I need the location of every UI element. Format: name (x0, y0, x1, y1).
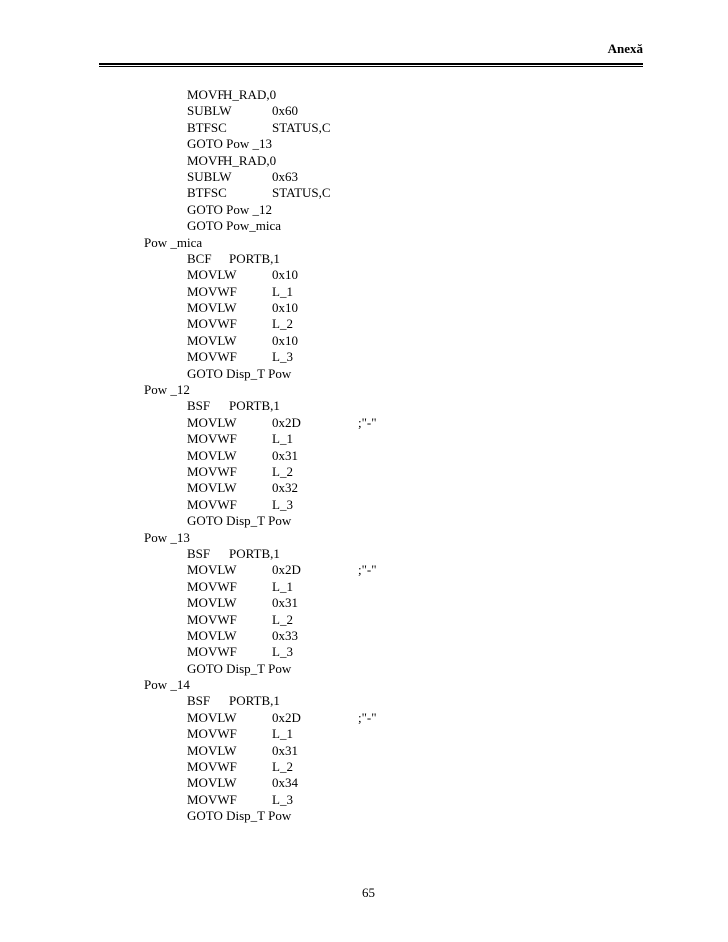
code-instruction-line (144, 185, 594, 201)
code-operand: H_RAD,0 (223, 87, 277, 102)
code-opcode: MOVLW (187, 595, 237, 611)
code-opcode: MOVWF (187, 611, 237, 627)
code-instruction-line (144, 398, 594, 414)
code-opcode: MOVLW (187, 742, 237, 758)
code-instruction-line (144, 316, 594, 332)
code-opcode: MOVLW (187, 300, 237, 316)
code-operand: L_3 (272, 349, 293, 365)
code-opcode: MOVWF (187, 283, 237, 299)
code-opcode: GOTO Disp_T Pow (187, 660, 292, 676)
code-operand: PORTB,1 (229, 693, 280, 709)
code-operand: L_1 (272, 578, 293, 594)
code-label: Pow _mica (144, 234, 203, 250)
code-opcode: MOVWF (187, 726, 237, 742)
code-instruction-line (144, 693, 594, 709)
code-opcode: MOVWF (187, 578, 237, 594)
code-instruction-line (144, 612, 594, 628)
code-opcode: GOTO Pow_mica (187, 218, 282, 234)
code-operand: L_1 (272, 283, 293, 299)
header-rule-thin (99, 66, 643, 67)
code-instruction-line (144, 87, 594, 103)
code-instruction-line (144, 759, 594, 775)
code-opcode: MOVWF (187, 644, 237, 660)
code-instruction-line (144, 562, 594, 578)
code-instruction-line (144, 349, 594, 365)
code-label-line (144, 235, 594, 251)
code-instruction-line (144, 644, 594, 660)
code-label: Pow _14 (144, 677, 190, 693)
code-opcode: MOVWF (187, 431, 237, 447)
code-operand: 0x32 (272, 480, 298, 496)
code-operand: 0x10 (272, 267, 298, 283)
code-instruction-line (144, 169, 594, 185)
code-opcode: BTFSC (187, 185, 227, 201)
code-instruction-line (144, 415, 594, 431)
code-opcode: MOVWF (187, 496, 237, 512)
code-opcode: MOVLW (187, 447, 237, 463)
code-instruction-line (144, 136, 594, 152)
code-opcode: BSF (187, 545, 211, 561)
code-operand: L_2 (272, 316, 293, 332)
code-instruction-line (144, 333, 594, 349)
code-operand: L_2 (272, 611, 293, 627)
code-operand: L_3 (272, 496, 293, 512)
code-instruction-line (144, 775, 594, 791)
code-instruction-line (144, 546, 594, 562)
code-operand: 0x33 (272, 627, 298, 643)
code-instruction-line (144, 726, 594, 742)
code-operand: L_3 (272, 644, 293, 660)
code-instruction-line (144, 300, 594, 316)
code-label-line (144, 382, 594, 398)
code-operand: STATUS,C (272, 185, 331, 201)
code-instruction-line (144, 464, 594, 480)
code-opcode: GOTO Pow _13 (187, 136, 272, 152)
code-operand: PORTB,1 (229, 545, 280, 561)
code-instruction-line (144, 284, 594, 300)
code-opcode: MOVLW (187, 562, 237, 578)
code-instruction-line (144, 480, 594, 496)
code-opcode: MOVF (187, 152, 225, 168)
code-instruction-line (144, 579, 594, 595)
code-label: Pow _13 (144, 529, 190, 545)
code-instruction-line (144, 792, 594, 808)
code-opcode: MOVLW (187, 480, 237, 496)
header-rule-thick (99, 63, 643, 65)
code-opcode: BSF (187, 693, 211, 709)
code-operand: 0x34 (272, 775, 298, 791)
code-opcode: BCF (187, 250, 212, 266)
code-operand: 0x2D (272, 562, 301, 578)
code-operand: L_1 (272, 431, 293, 447)
code-instruction-line (144, 103, 594, 119)
code-listing (144, 87, 594, 825)
code-instruction-line (144, 628, 594, 644)
code-operand: L_3 (272, 791, 293, 807)
code-instruction-line (144, 120, 594, 136)
page-number: 65 (362, 885, 375, 900)
code-opcode: MOVWF (187, 316, 237, 332)
code-instruction-line (144, 710, 594, 726)
code-operand: 0x10 (272, 332, 298, 348)
code-instruction-line (144, 497, 594, 513)
code-opcode: GOTO Disp_T Pow (187, 365, 292, 381)
code-instruction-line (144, 808, 594, 824)
code-operand: 0x31 (272, 447, 298, 463)
code-opcode: GOTO Pow _12 (187, 201, 272, 217)
code-instruction-line (144, 595, 594, 611)
code-opcode: BTFSC (187, 119, 227, 135)
code-comment: ;"-" (358, 562, 377, 578)
code-opcode: MOVLW (187, 775, 237, 791)
code-instruction-line (144, 202, 594, 218)
code-operand: 0x2D (272, 709, 301, 725)
code-instruction-line (144, 267, 594, 283)
code-label: Pow _12 (144, 382, 190, 398)
code-instruction-line (144, 448, 594, 464)
code-opcode: MOVWF (187, 349, 237, 365)
code-operand: 0x31 (272, 742, 298, 758)
code-operand: H_RAD,0 (223, 152, 277, 168)
code-instruction-line (144, 153, 594, 169)
code-operand: L_2 (272, 463, 293, 479)
code-opcode: GOTO Disp_T Pow (187, 808, 292, 824)
code-opcode: MOVLW (187, 414, 237, 430)
code-opcode: MOVLW (187, 709, 237, 725)
code-opcode: GOTO Disp_T Pow (187, 513, 292, 529)
code-instruction-line (144, 513, 594, 529)
code-opcode: MOVWF (187, 463, 237, 479)
code-operand: 0x2D (272, 414, 301, 430)
code-comment: ;"-" (358, 414, 377, 430)
code-label-line (144, 530, 594, 546)
code-opcode: MOVLW (187, 332, 237, 348)
code-operand: STATUS,C (272, 119, 331, 135)
code-opcode: MOVLW (187, 267, 237, 283)
code-opcode: MOVWF (187, 759, 237, 775)
code-instruction-line (144, 251, 594, 267)
code-operand: 0x10 (272, 300, 298, 316)
code-operand: L_2 (272, 759, 293, 775)
code-comment: ;"-" (358, 709, 377, 725)
code-opcode: SUBLW (187, 103, 232, 119)
code-opcode: BSF (187, 398, 211, 414)
code-operand: 0x60 (272, 103, 298, 119)
code-operand: 0x63 (272, 168, 298, 184)
code-opcode: MOVLW (187, 627, 237, 643)
code-operand: PORTB,1 (229, 250, 280, 266)
code-operand: 0x31 (272, 595, 298, 611)
code-operand: PORTB,1 (229, 398, 280, 414)
code-opcode: MOVWF (187, 791, 237, 807)
code-instruction-line (144, 661, 594, 677)
code-opcode: SUBLW (187, 168, 232, 184)
code-instruction-line (144, 743, 594, 759)
code-instruction-line (144, 218, 594, 234)
code-instruction-line (144, 431, 594, 447)
code-opcode: MOVF (187, 87, 225, 102)
code-operand: L_1 (272, 726, 293, 742)
code-label-line (144, 677, 594, 693)
code-instruction-line (144, 366, 594, 382)
page-header-title: Anexă (607, 41, 643, 56)
